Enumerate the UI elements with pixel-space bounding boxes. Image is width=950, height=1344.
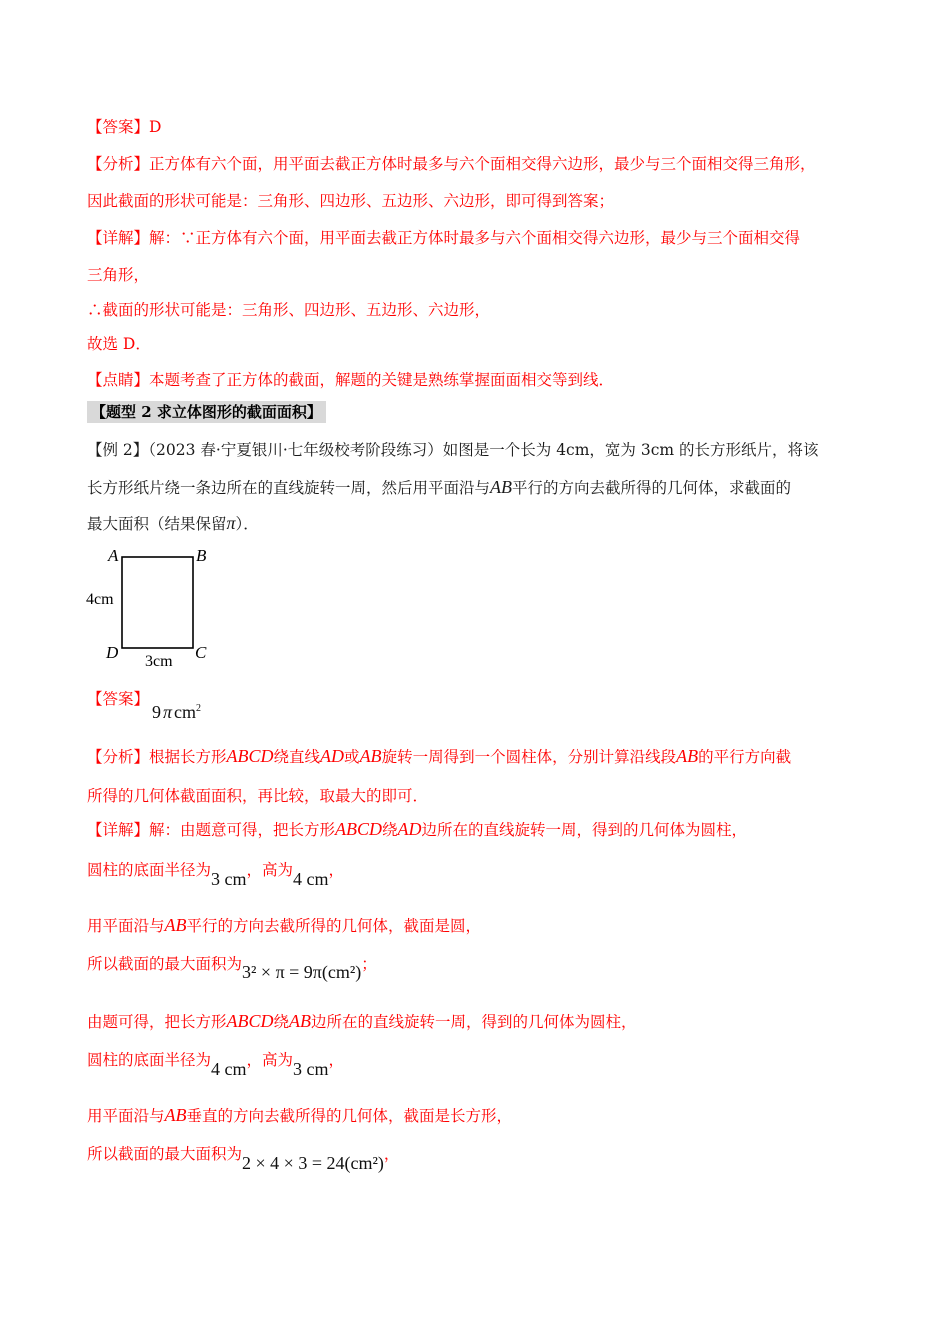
answer-pi: π: [163, 702, 173, 722]
analysis-text-1: 正方体有六个面，用平面去截正方体时最多与六个面相交得六边形，最少与三个面相交得三角形，: [149, 155, 816, 173]
var-ab: AB: [289, 1011, 312, 1031]
text: 圆柱的底面半径为: [87, 1051, 212, 1069]
sol-answer-value: [152, 698, 201, 723]
text: ，高为: [246, 1051, 294, 1069]
answer-exponent: 2: [196, 703, 202, 714]
text: 的平行方向截: [698, 748, 792, 766]
example-text: 平行的方向去截所得的几何体，求截面的: [512, 479, 792, 497]
detail-text-1: 解：∵正方体有六个面，用平面去截正方体时最多与六个面相交得六边形，最少与三个面相交得: [149, 229, 801, 247]
text: 边所在的直线旋转一周，得到的几何体为圆柱，: [311, 1013, 637, 1031]
sol-detail-line-7: [87, 1104, 512, 1127]
text: 用平面沿与: [87, 1107, 165, 1125]
sol-detail-tag: 【详解】: [87, 821, 150, 839]
sol-detail-line-6: [87, 1048, 345, 1079]
example-text: 最大面积（结果保留: [87, 515, 227, 533]
comment-line: [87, 369, 614, 391]
analysis-line-2: 因此截面的形状可能是：三角形、四边形、五边形、六边形，即可得到答案；: [87, 192, 615, 210]
var-abcd: ABCD: [335, 819, 383, 839]
math-height: 4 cm: [293, 869, 329, 889]
math-radius: 3 cm: [211, 869, 247, 889]
detail-line-3: ∴截面的形状可能是：三角形、四边形、五边形、六边形，: [87, 301, 491, 319]
sol-analysis-tag: 【分析】: [87, 748, 150, 766]
answer-line: [87, 116, 161, 138]
text: 绕直线: [273, 748, 321, 766]
example-line-1: 【例 2】（2023 春·宁夏银川·七年级校考阶段练习）如图是一个长为 4cm，宽为 3cm 的长方形纸片，将该: [87, 441, 819, 459]
var-ab: AB: [490, 477, 513, 497]
label-c: C: [195, 643, 207, 662]
analysis-line-1: [87, 153, 816, 175]
example-line-3: [87, 512, 259, 535]
detail-line-1: [87, 227, 800, 249]
text: 绕: [273, 1013, 290, 1031]
text: 由题可得，把长方形: [87, 1013, 227, 1031]
rectangle-figure: [84, 540, 224, 672]
answer-tag: 【答案】: [87, 118, 150, 136]
text: 所以截面的最大面积为: [87, 1145, 243, 1163]
comment-tag: 【点睛】: [87, 371, 150, 389]
text: ，: [328, 1051, 345, 1069]
answer-num: 9: [152, 702, 161, 722]
text: 平行的方向去截所得的几何体，截面是圆，: [186, 917, 482, 935]
sol-detail-line-3: [87, 914, 481, 937]
label-b: B: [196, 546, 207, 565]
var-ab: AB: [676, 746, 699, 766]
example-text: ）．: [235, 515, 259, 533]
sol-answer-tag: 【答案】: [87, 690, 150, 708]
sol-detail-line-1: [87, 818, 747, 841]
rectangle-shape: [122, 557, 193, 648]
math-height: 3 cm: [293, 1059, 329, 1079]
sol-detail-line-4: [87, 952, 377, 982]
text: 解：由题意可得，把长方形: [149, 821, 336, 839]
var-ab: AB: [164, 915, 187, 935]
text: ；: [361, 955, 377, 973]
text: 绕: [382, 821, 398, 839]
label-d: D: [106, 643, 119, 662]
sol-analysis-line-2: 所得的几何体截面面积，再比较，取最大的即可．: [87, 787, 429, 805]
text: ，: [328, 861, 345, 879]
text: 圆柱的底面半径为: [87, 861, 212, 879]
example-text: 长方形纸片绕一条边所在的直线旋转一周，然后用平面沿与: [87, 479, 491, 497]
text: 边所在的直线旋转一周，得到的几何体为圆柱，: [421, 821, 748, 839]
math-circle-area: 3² × π = 9π(cm²): [242, 962, 362, 982]
text: 所以截面的最大面积为: [87, 955, 243, 973]
sol-detail-line-8: [87, 1142, 400, 1173]
sol-detail-line-5: [87, 1010, 637, 1033]
detail-tag: 【详解】: [87, 229, 150, 247]
math-rect-area: 2 × 4 × 3 = 24(cm²): [242, 1153, 384, 1173]
text: 或: [344, 748, 360, 766]
example-line-2: [87, 476, 791, 499]
label-a: A: [108, 546, 119, 565]
text: 旋转一周得到一个圆柱体，分别计算沿线段: [381, 748, 677, 766]
text: 根据长方形: [149, 748, 227, 766]
var-ad: AD: [397, 819, 422, 839]
var-ab: AB: [359, 746, 382, 766]
side-length-label: 4cm: [86, 591, 114, 608]
answer-value: D: [149, 118, 162, 136]
text: ，: [383, 1145, 400, 1163]
text: 用平面沿与: [87, 917, 165, 935]
detail-line-2: 三角形，: [87, 266, 150, 284]
text: ，高为: [246, 861, 294, 879]
sol-analysis-line-1: [87, 745, 791, 768]
var-pi: π: [226, 513, 236, 533]
section-title: 【题型 2 求立体图形的截面面积】: [87, 401, 326, 423]
text: 垂直的方向去截所得的几何体，截面是长方形，: [186, 1107, 513, 1125]
math-radius: 4 cm: [211, 1059, 247, 1079]
analysis-tag: 【分析】: [87, 155, 150, 173]
comment-text: 本题考查了正方体的截面，解题的关键是熟练掌握面面相交等到线．: [149, 371, 615, 389]
var-ad: AD: [320, 746, 345, 766]
var-ab: AB: [164, 1105, 187, 1125]
var-abcd: ABCD: [226, 746, 274, 766]
sol-detail-line-2: [87, 858, 345, 889]
detail-line-4: 故选 D．: [87, 335, 151, 353]
answer-unit: cm: [174, 702, 197, 722]
var-abcd: ABCD: [226, 1011, 274, 1031]
bottom-length-label: 3cm: [145, 653, 173, 670]
